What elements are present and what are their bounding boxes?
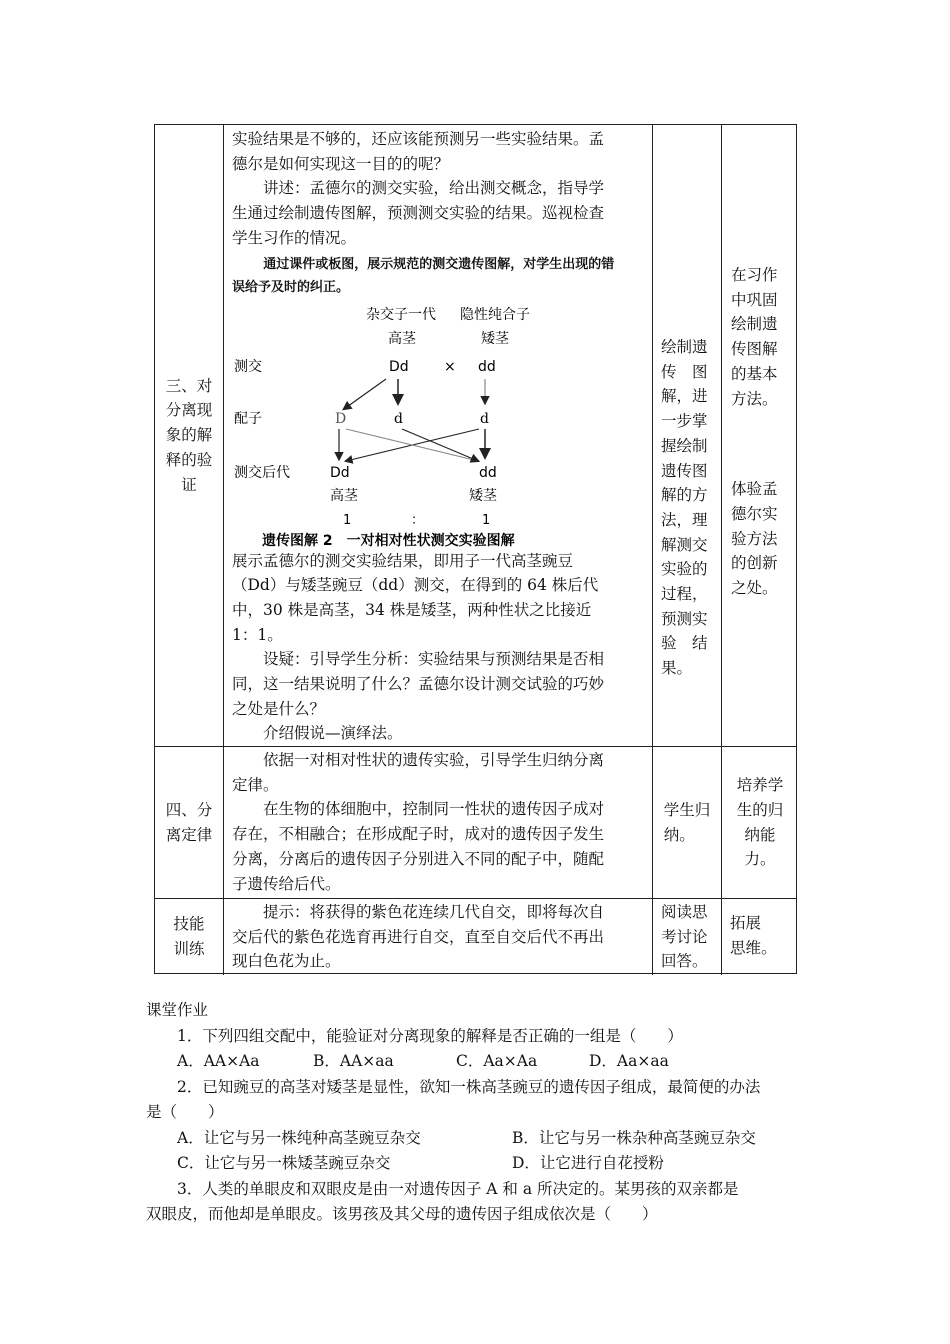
gamete-d2: d: [480, 410, 489, 427]
student-activity: 阅读思 考讨论 回答。: [661, 903, 708, 971]
ratio-right: 1: [482, 512, 491, 528]
question-1-options: A．AA×Aa B．AA×aa C．Aa×Aa D．Aa×aa: [177, 1052, 669, 1070]
p2-genotype: dd: [478, 358, 496, 375]
parent2-trait: 矮茎: [481, 330, 509, 347]
gamete-d1: d: [394, 410, 403, 427]
section-label: 技能 训练: [173, 915, 205, 958]
homework: 课堂作业 1．下列四组交配中，能验证对分离现象的解释是否正确的一组是（ ） A．AA×Aa B．AA×aa C．Aa×Aa D．Aa×aa 2．已知豌豆的高茎对矮茎是显性，欲知一株高茎豌豆的遗传因子组成，最简便的办法 是（ ） A．让它与另一株纯种高茎豌豆杂交 B．让它与另一株杂种高茎豌豆杂交 C．让它与另一株矮茎豌豆杂交 D．让它进行自花授粉 3．人类的单眼皮和双眼皮是由一对遗传因子 A 和 a 所决定的。某男孩的双亲都是 双眼皮，而他却是单眼皮。该男孩及其父母的遗传因子组成依次是（ ）: [146, 998, 796, 1228]
row-gamete: 配子: [234, 410, 262, 427]
question-2: 2．已知豌豆的高茎对矮茎是显性，欲知一株高茎豌豆的遗传因子组成，最简便的办法: [177, 1077, 761, 1096]
gamete-D: D: [335, 410, 347, 427]
cross-symbol: ×: [444, 358, 456, 375]
courseware-note: 通过课件或板图，展示规范的测交遗传图解，对学生出现的错 误给予及时的纠正。: [232, 256, 615, 295]
ratio-left: 1: [343, 512, 352, 528]
homework-title: 课堂作业: [146, 1001, 209, 1019]
design-intent: 培养学 生的归 纳能 力。: [736, 776, 784, 869]
question-1: 1．下列四组交配中，能验证对分离现象的解释是否正确的一组是（ ）: [177, 1026, 683, 1045]
parent2-label: 隐性纯合子: [460, 306, 530, 323]
testcross-diagram: [226, 299, 646, 549]
table-row: [155, 125, 796, 747]
row-offspring: 测交后代: [234, 464, 290, 481]
off1-genotype: Dd: [330, 464, 350, 481]
off2-trait: 矮茎: [469, 487, 497, 504]
design-intent: 在习作 中巩固 绘制遗 传图解 的基本 方法。 体验孟 德尔实 验方法 的创新 之处。: [731, 266, 778, 598]
teacher-activity: 依据一对相对性状的遗传实验，引导学生归纳分离 定律。 在生物的体细胞中，控制同一性状的遗传因子成对 存在，不相融合；在形成配子时，成对的遗传因子发生 分离，分离后的遗传因子分别进入不同的配子中，随配 子遗传给后代。: [232, 751, 605, 893]
lesson-table: [154, 124, 797, 974]
table-row: [155, 747, 796, 899]
off2-genotype: dd: [479, 464, 497, 481]
teacher-activity: 实验结果是不够的，还应该能预测另一些实验结果。孟 德尔是如何实现这一目的的呢？ 讲述：孟德尔的测交实验，给出测交概念，指导学 生通过绘制遗传图解，预测测交实验的结果。巡视检查 学生习作的情况。 通过课件或板图，展示规范的测交遗传图解，对学生出现的错 误给予及时的纠正。 杂交子一代 隐性纯合子 高茎 矮茎 测交 Dd × dd 配子 D d d 测交后代 Dd dd 高茎 矮茎 1 ： 1 遗传图解 2 一对相对性状测交实验图解 展示孟德尔的测交实验结果，即用子一代高茎豌豆 （Dd）与矮茎豌豆（dd）测交，在得到的 64 株后代 中，30 株是高茎，34 株是矮茎，两种性状之比接近 1：1。 设疑：引导学生分析：实验结果与预测结果是否相 同，这一结果说明了什么？孟德尔设计测交试验的巧妙 之处是什么？ 介绍假说—演绎法。: [224, 125, 652, 746]
section-label: 三、对 分离现 象的解 释的验 证: [165, 376, 213, 494]
question-3: 3．人类的单眼皮和双眼皮是由一对遗传因子 A 和 a 所决定的。某男孩的双亲都是: [177, 1179, 739, 1198]
parent1-trait: 高茎: [388, 330, 416, 347]
table-row: [155, 899, 796, 975]
ratio-colon: ：: [411, 512, 425, 528]
diagram-caption: 遗传图解 2 一对相对性状测交实验图解: [262, 532, 515, 549]
row-testcross: 测交: [234, 358, 262, 375]
parent1-label: 杂交子一代: [366, 306, 436, 323]
student-activity: 学生归 纳。: [663, 800, 711, 844]
section-label: 四、分 离定律: [165, 800, 213, 844]
design-intent: 拓展 思维。: [730, 914, 777, 957]
p1-genotype: Dd: [389, 358, 409, 375]
teacher-activity: 提示：将获得的紫色花连续几代自交，即将每次自 交后代的紫色花选育再进行自交，直至自交后代不再出 现白色花为止。: [232, 903, 605, 971]
student-activity: 绘制遗 传 图 解，进 一步掌 握绘制 遗传图 解的方 法，理 解测交 实验的 过程， 预测实 验 结 果。: [661, 338, 708, 678]
off1-trait: 高茎: [330, 487, 358, 504]
